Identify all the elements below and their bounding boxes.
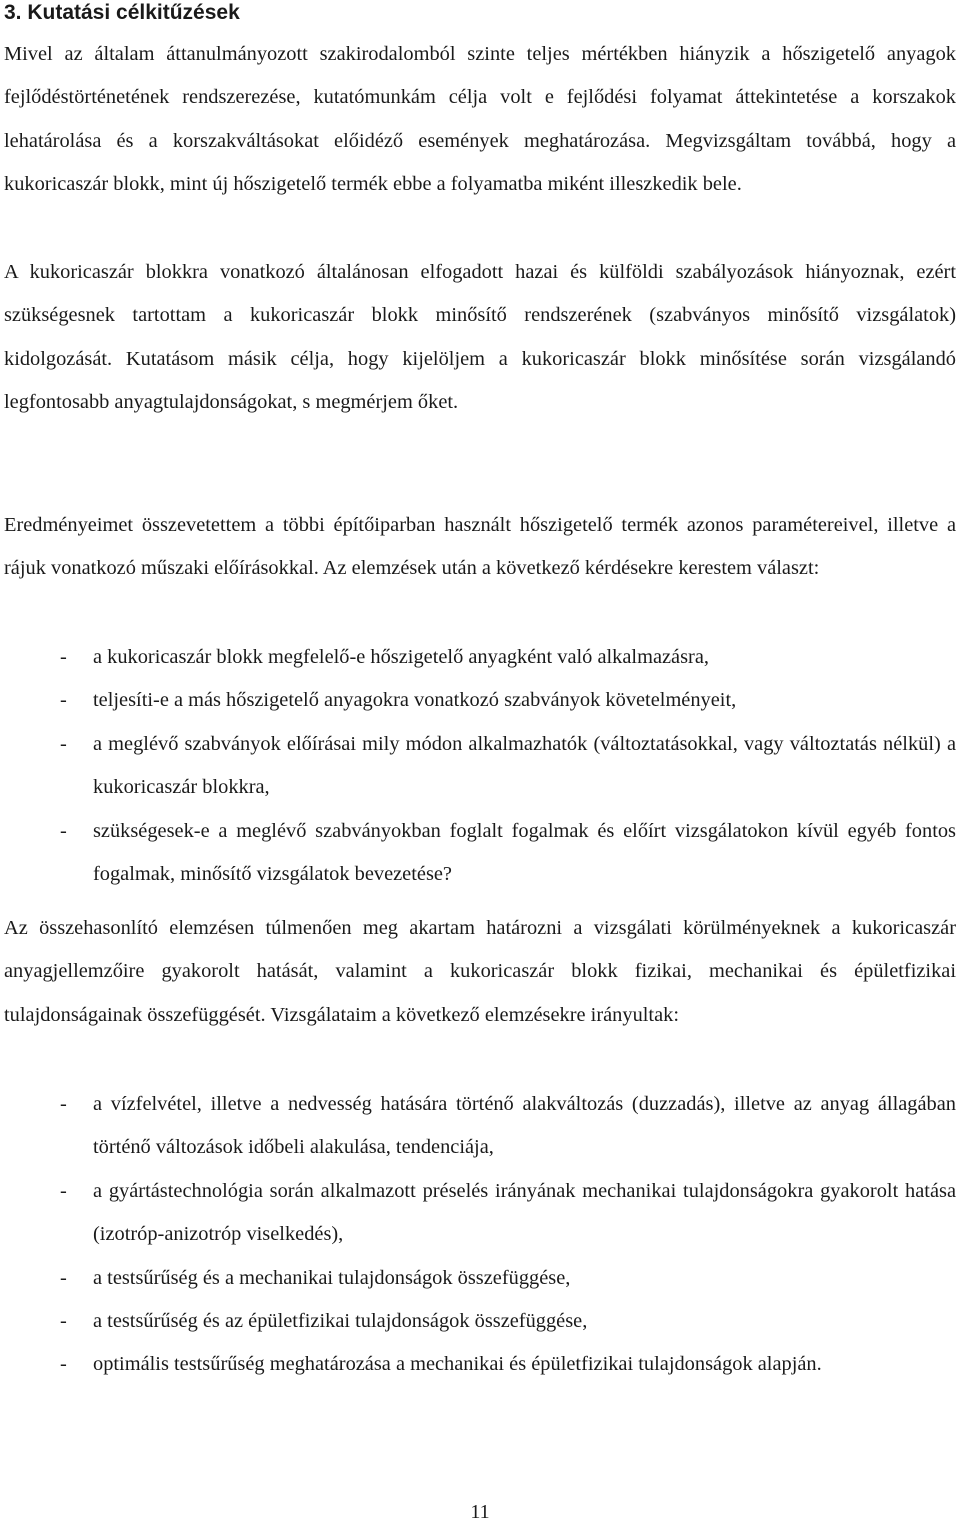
- list-dash: -: [60, 646, 67, 668]
- list-item: [4, 810, 956, 897]
- list-item: [4, 1083, 956, 1170]
- list-dash: -: [60, 819, 67, 842]
- list-item: [4, 1300, 956, 1343]
- paragraph-3: Eredményeimet összevetettem a többi építőiparban használt hőszigetelő termék azonos paramétereivel, illetve a rájuk vonatkozó műszaki előírásokkal. Az elemzések után a következő kérdésekre kerestem választ:: [4, 514, 956, 580]
- paragraph-1: Mivel az általam áttanulmányozott szakirodalomból szinte teljes mértékben hiányzik a hőszigetelő anyagok fejlődéstörténetének rendszerezése, kutatómunkám célja volt e fejlődési folyamat áttekintetése a korszakok lehatárolása és a korszakváltásokat előidéző események meghatározása. Megvizsgáltam továbbá, hogy a kukoricaszár blokk, mint új hőszigetelő termék ebbe a folyamatba miként illeszkedik bele.: [4, 43, 956, 196]
- list-item-text: szükségesek-e a meglévő szabványokban foglalt fogalmak és előírt vizsgálatokon kívül egyéb fontos fogalmak, minősítő vizsgálatok bevezetése?: [93, 819, 956, 886]
- list-dash: -: [60, 1266, 67, 1289]
- questions-list: [4, 636, 956, 896]
- list-dash: -: [60, 1093, 67, 1115]
- page-number: 11: [470, 1501, 490, 1523]
- list-item-text: a kukoricaszár blokk megfelelő-e hőszigetelő anyagként való alkalmazásra,: [93, 646, 709, 668]
- list-dash: -: [60, 1353, 67, 1376]
- list-item: [4, 679, 956, 722]
- list-item-text: a vízfelvétel, illetve a nedvesség hatására történő alakváltozás (duzzadás), illetve az anyag állagában történő változások időbeli alakulása, tendenciája,: [93, 1093, 956, 1159]
- list-item-text: a testsűrűség és a mechanikai tulajdonságok összefüggése,: [93, 1266, 571, 1289]
- paragraph-4: Az összehasonlító elemzésen túlmenően meg akartam határozni a vizsgálati körülményeknek a kukoricaszár anyagjellemzőire gyakorolt hatását, valamint a kukoricaszár blokk fizikai, mechanikai és épületfizikai tulajdonságainak összefüggését. Vizsgálataim a következő elemzésekre irányultak:: [4, 917, 956, 1026]
- list-item-text: a gyártástechnológia során alkalmazott préselés irányának mechanikai tulajdonságokra gyakorolt hatása (izotróp-anizotróp viselkedés),: [93, 1179, 956, 1246]
- list-item: [4, 1170, 956, 1257]
- list-item-text: optimális testsűrűség meghatározása a mechanikai és épületfizikai tulajdonságok alapján.: [93, 1353, 822, 1376]
- list-item: [4, 1257, 956, 1300]
- list-dash: -: [60, 1310, 67, 1333]
- list-dash: -: [60, 1179, 67, 1202]
- list-item-text: a testsűrűség és az épületfizikai tulajdonságok összefüggése,: [93, 1310, 588, 1333]
- list-item: [4, 1343, 956, 1386]
- list-item-text: teljesíti-e a más hőszigetelő anyagokra vonatkozó szabványok követelményeit,: [93, 689, 737, 712]
- analyses-list: [4, 1083, 956, 1387]
- list-item: [4, 636, 956, 679]
- list-item: [4, 723, 956, 810]
- list-item-text: a meglévő szabványok előírásai mily módon alkalmazhatók (változtatásokkal, vagy változtatás nélkül) a kukoricaszár blokkra,: [93, 732, 956, 799]
- list-dash: -: [60, 732, 67, 755]
- list-dash: -: [60, 689, 67, 712]
- section-heading: 3. Kutatási célkitűzések: [4, 1, 240, 24]
- paragraph-2: A kukoricaszár blokkra vonatkozó általánosan elfogadott hazai és külföldi szabályozások hiányoznak, ezért szükségesnek tartottam a kukoricaszár blokk minősítő rendszerének (szabványos minősítő vizsgálatok) kidolgozását. Kutatásom másik célja, hogy kijelöljem a kukoricaszár blokk minősítése során vizsgálandó legfontosabb anyagtulajdonságokat, s megmérjem őket.: [4, 261, 956, 414]
